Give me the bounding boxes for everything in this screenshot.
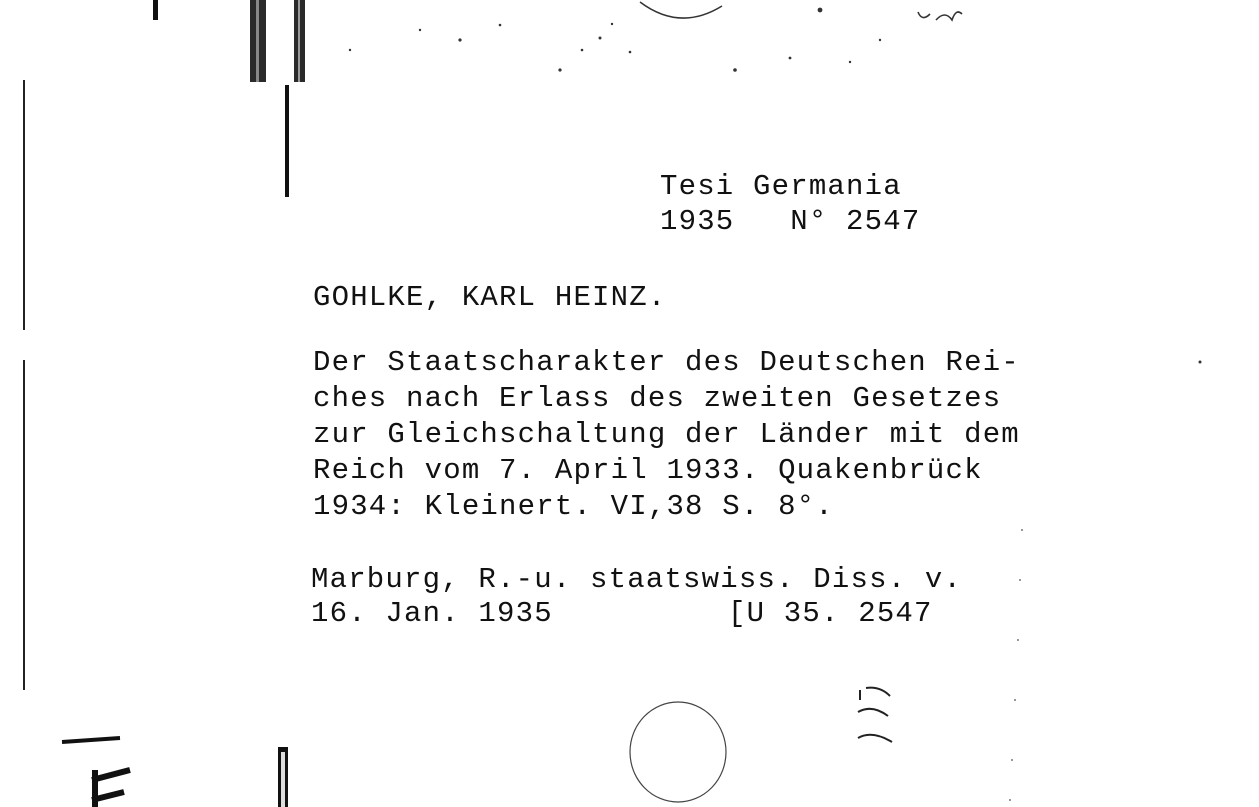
- vertical-rule: [285, 85, 289, 197]
- author-name: GOHLKE, KARL HEINZ.: [313, 281, 667, 314]
- top-punch-hole: [640, 2, 722, 18]
- title-line: Der Staatscharakter des Deutschen Rei-: [313, 346, 1020, 379]
- title-line: zur Gleichschaltung der Länder mit dem: [313, 418, 1020, 451]
- bottom-bar-inner: [281, 752, 285, 807]
- binding-bar-1-hl: [256, 0, 259, 82]
- bottom-punch-hole: [630, 702, 726, 802]
- bottom-left-glyph: [92, 770, 130, 807]
- binding-bar-2-hl: [298, 0, 300, 82]
- dissertation-note: Marburg, R.-u. staatswiss. Diss. v.: [311, 563, 963, 596]
- dissertation-date: 16. Jan. 1935: [311, 597, 553, 630]
- title-line: 1934: Kleinert. VI,38 S. 8°.: [313, 490, 834, 523]
- top-stamp-fragment: [918, 12, 962, 20]
- title-line: ches nach Erlass des zweiten Gesetzes: [313, 382, 1002, 415]
- top-left-mark: [153, 0, 158, 20]
- collection-label: Tesi Germania: [660, 170, 902, 203]
- shelfmark: [U 35. 2547: [728, 597, 933, 630]
- accession-number: 1935 N° 2547: [660, 205, 921, 238]
- bottom-stamp-mark: [858, 688, 892, 742]
- title-line: Reich vom 7. April 1933. Quakenbrück: [313, 454, 983, 487]
- right-edge-specks: [1009, 529, 1023, 801]
- bottom-left-dash: [62, 738, 120, 742]
